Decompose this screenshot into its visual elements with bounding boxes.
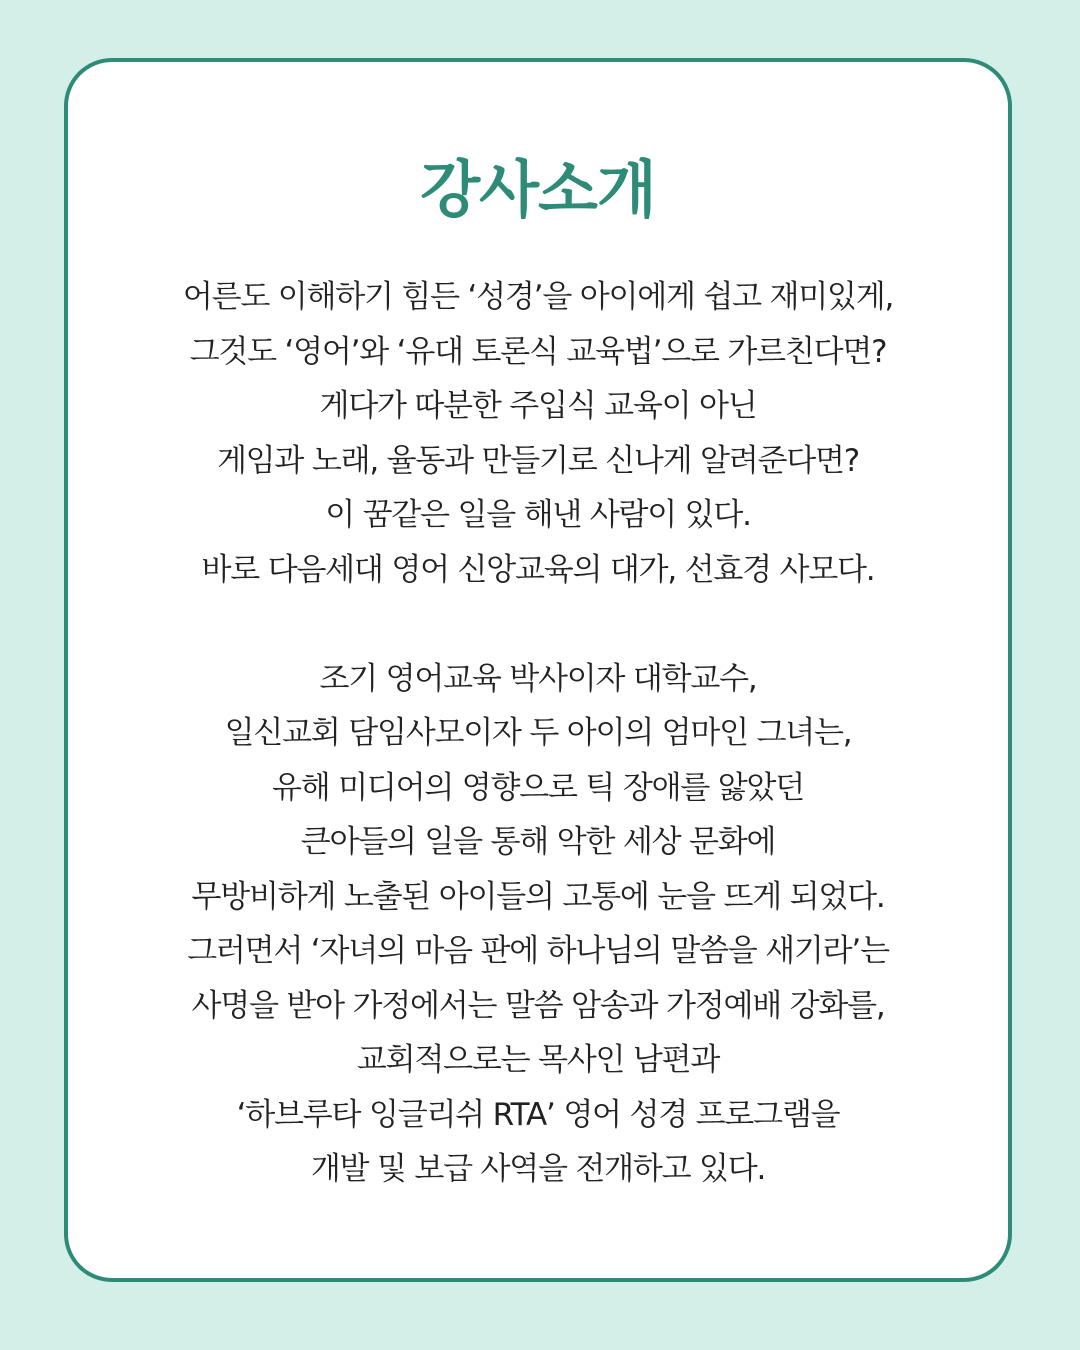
page-title: 강사소개	[420, 153, 656, 226]
bio-line: 사명을 받아 가정에서는 말씀 암송과 가정예배 강화를,	[191, 987, 885, 1024]
bio-paragraph-1	[88, 270, 988, 597]
bio-paragraph-2	[88, 652, 988, 1197]
bio-line: 게다가 따분한 주입식 교육이 아닌	[319, 388, 757, 424]
bio-line: 그러면서 ‘자녀의 마음 판에 하나님의 말씀을 새기라’는	[187, 933, 889, 969]
instructor-bio	[88, 270, 988, 1197]
bio-line: 개발 및 보급 사역을 전개하고 있다.	[310, 1151, 766, 1187]
bio-line: 큰아들의 일을 통해 악한 세상 문화에	[300, 824, 776, 860]
bio-line: ‘하브루타 잉글리쉬 RTA’ 영어 성경 프로그램을	[236, 1096, 840, 1133]
bio-line: 무방비하게 노출된 아이들의 고통에 눈을 뜨게 되었다.	[191, 878, 885, 915]
bio-line: 일신교회 담임사모이자 두 아이의 엄마인 그녀는,	[224, 715, 852, 751]
bio-line: 교회적으로는 목사인 남편과	[356, 1042, 720, 1078]
content-card	[64, 58, 1012, 1282]
bio-line: 바로 다음세대 영어 신앙교육의 대가, 선효경 사모다.	[201, 551, 875, 588]
bio-line: 유해 미디어의 영향으로 틱 장애를 앓았던	[272, 769, 804, 806]
bio-line: 그것도 ‘영어’와 ‘유대 토론식 교육법’으로 가르친다면?	[189, 333, 887, 370]
bio-line: 조기 영어교육 박사이자 대학교수,	[319, 660, 757, 697]
bio-line: 게임과 노래, 율동과 만들기로 신나게 알려준다면?	[216, 442, 860, 479]
bio-line: 어른도 이해하기 힘든 ‘성경’을 아이에게 쉽고 재미있게,	[182, 279, 894, 315]
bio-line: 이 꿈같은 일을 해낸 사람이 있다.	[325, 497, 751, 533]
